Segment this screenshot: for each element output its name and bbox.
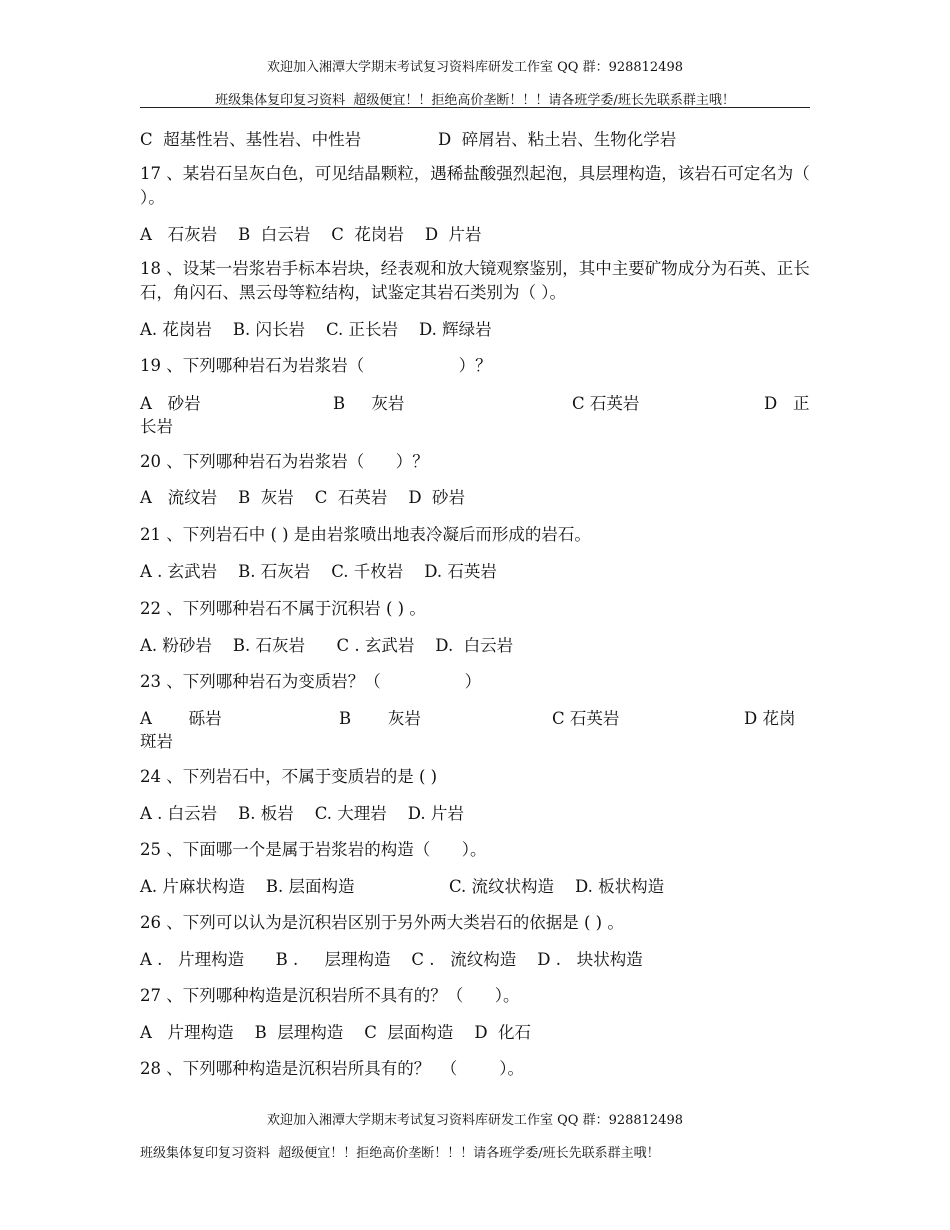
question-18: 18 、设某一岩浆岩手标本岩块，经表观和放大镜观察鉴别，其中主要矿物成分为石英、正长石，角闪石、黑云母等粒结构，试鉴定其岩石类别为（ ）。	[140, 259, 810, 302]
question-28: 28 、下列哪种构造是沉积岩所具有的？ （ ）。	[140, 1059, 524, 1078]
question-17: 17 、某岩石呈灰白色，可见结晶颗粒，遇稀盐酸强烈起泡，具层理构造，该岩石可定名为（ ）。	[140, 164, 810, 207]
q23-option-c: C 石英岩	[552, 709, 620, 728]
q17-options: A 石灰岩 B 白云岩 C 花岗岩 D 片岩	[140, 225, 482, 244]
q19-option-c: C 石英岩	[572, 394, 640, 413]
q26-options: A . 片理构造 B . 层理构造 C . 流纹构造 D . 块状构造	[140, 950, 643, 969]
q23-option-b: B 灰岩	[339, 709, 421, 728]
q16-option-d: D 碎屑岩、粘土岩、生物化学岩	[438, 130, 677, 149]
question-21: 21 、下列岩石中 ( ) 是由岩浆喷出地表冷凝后而形成的岩石。	[140, 525, 591, 544]
footer-line-2: 班级集体复印复习资料 超级便宜！！拒绝高价垄断！！！请各班学委/班长先联系群主哦！	[140, 1146, 660, 1161]
question-26: 26 、下列可以认为是沉积岩区别于另外两大类岩石的依据是 ( ) 。	[140, 913, 624, 932]
q23-option-d-continued: 斑岩	[140, 732, 173, 751]
question-24: 24 、下列岩石中，不属于变质岩的是 ( )	[140, 767, 438, 786]
question-23: 23 、下列哪种岩石为变质岩？（ ）	[140, 672, 482, 691]
q16-option-c: C 超基性岩、基性岩、中性岩	[140, 130, 362, 149]
question-27: 27 、下列哪种构造是沉积岩所不具有的？（ ）。	[140, 986, 520, 1005]
question-22: 22 、下列哪种岩石不属于沉积岩 ( ) 。	[140, 599, 426, 618]
q25-options-ab: A. 片麻状构造 B. 层面构造	[140, 877, 355, 896]
q25-options-cd: C. 流纹状构造 D. 板状构造	[449, 877, 665, 896]
header-line-2: 班级集体复印复习资料 超级便宜！！拒绝高价垄断！！！请各班学委/班长先联系群主哦！	[215, 93, 735, 108]
q19-option-b: B 灰岩	[333, 394, 405, 413]
q19-option-d: D 正	[764, 394, 810, 413]
q22-options: A. 粉砂岩 B. 石灰岩 C . 玄武岩 D. 白云岩	[140, 636, 514, 655]
q19-option-a: A 砂岩	[140, 394, 201, 413]
footer-line-1: 欢迎加入湘潭大学期末考试复习资料库研发工作室 QQ 群：928812498	[266, 1113, 684, 1128]
header-rule	[140, 107, 810, 108]
question-25: 25 、下面哪一个是属于岩浆岩的构造（ ）。	[140, 840, 487, 859]
question-19: 19 、下列哪种岩石为岩浆岩（ ）？	[140, 356, 492, 375]
q21-options: A . 玄武岩 B. 石灰岩 C. 千枚岩 D. 石英岩	[140, 562, 497, 581]
q27-options: A 片理构造 B 层理构造 C 层面构造 D 化石	[140, 1023, 532, 1042]
q23-option-d: D 花岗	[744, 709, 796, 728]
q19-option-d-continued: 长岩	[140, 417, 173, 436]
q24-options: A . 白云岩 B. 板岩 C. 大理岩 D. 片岩	[140, 804, 464, 823]
q20-options: A 流纹岩 B 灰岩 C 石英岩 D 砂岩	[140, 488, 466, 507]
q18-options: A. 花岗岩 B. 闪长岩 C. 正长岩 D. 辉绿岩	[140, 320, 492, 339]
q23-option-a: A 砾岩	[140, 709, 222, 728]
header-line-1: 欢迎加入湘潭大学期末考试复习资料库研发工作室 QQ 群：928812498	[266, 60, 684, 75]
question-20: 20 、下列哪种岩石为岩浆岩（ ）？	[140, 452, 429, 471]
